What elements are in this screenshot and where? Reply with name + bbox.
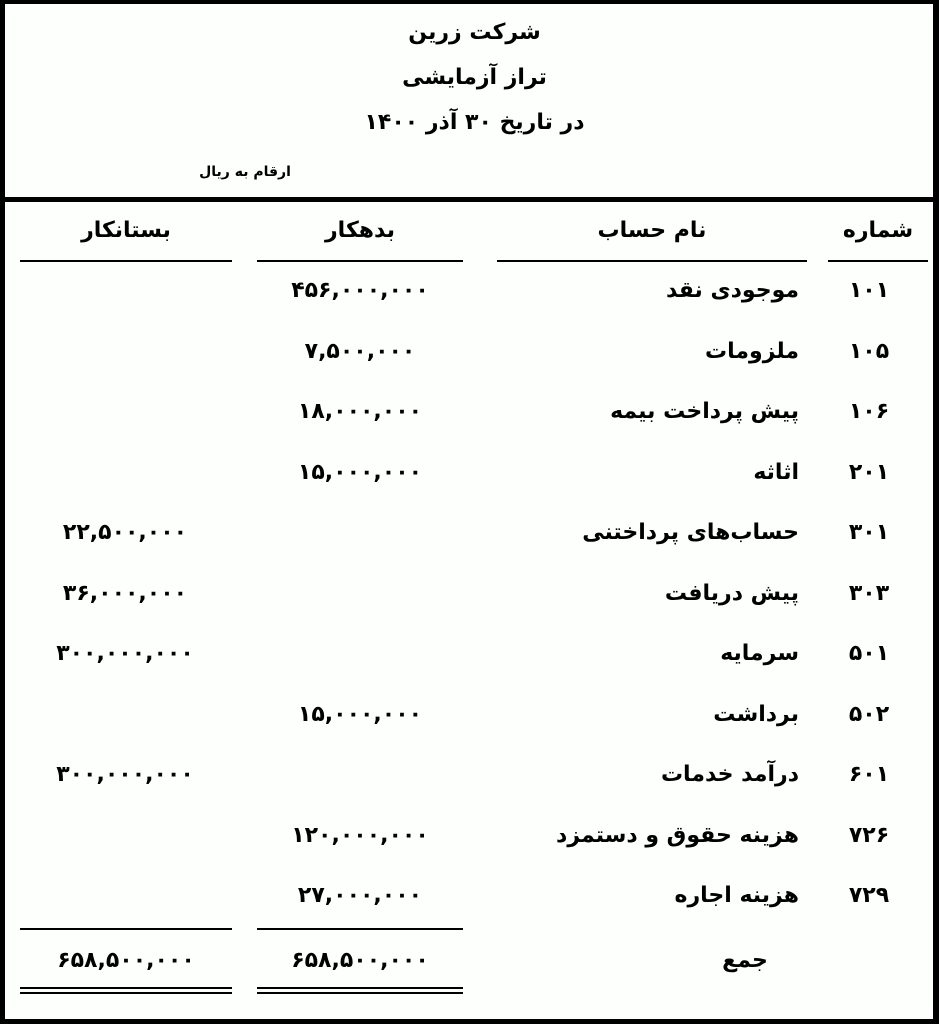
account-number: ۶۰۱ (848, 762, 890, 787)
credit-amount: ۲۲,۵۰۰,۰۰۰ (62, 520, 188, 545)
table-row (5, 762, 939, 802)
account-name: سرمایه (720, 641, 799, 666)
account-number: ۱۰۱ (848, 278, 890, 303)
debit-amount: ۱۲۰,۰۰۰,۰۰۰ (291, 822, 429, 848)
credit-amount: ۳۶,۰۰۰,۰۰۰ (62, 580, 188, 606)
debit-amount: ۱۵,۰۰۰,۰۰۰ (297, 701, 423, 727)
debit-double-rule-top (257, 987, 463, 989)
debit-amount: ۲۷,۰۰۰,۰۰۰ (297, 883, 423, 908)
account-number: ۳۰۱ (848, 520, 890, 545)
report-title: تراز آزمایشی (402, 65, 547, 90)
table-row (5, 399, 939, 439)
account-name: برداشت (713, 701, 799, 727)
table-row (5, 823, 939, 863)
debit-amount: ۴۵۶,۰۰۰,۰۰۰ (291, 278, 429, 303)
account-name: هزینه اجاره (674, 883, 799, 908)
column-rule-debit (257, 260, 463, 262)
column-rule-number (828, 260, 928, 262)
column-rule-credit (20, 260, 232, 262)
account-number: ۵۰۲ (848, 701, 890, 727)
account-name: هزینه حقوق و دستمزد (556, 822, 799, 848)
table-row (5, 278, 939, 318)
account-number: ۲۰۱ (848, 459, 890, 485)
credit-amount: ۳۰۰,۰۰۰,۰۰۰ (56, 641, 194, 666)
column-header-credit: بستانکار (81, 218, 171, 243)
currency-unit-note: ارقام به ریال (199, 164, 291, 180)
account-number: ۱۰۵ (848, 338, 890, 364)
account-number: ۷۲۹ (848, 883, 890, 908)
credit-amount: ۳۰۰,۰۰۰,۰۰۰ (56, 762, 194, 787)
company-name: شرکت زرین (408, 20, 541, 45)
account-number: ۳۰۳ (848, 580, 890, 606)
column-rule-account-name (497, 260, 807, 262)
table-row (5, 339, 939, 379)
table-row (5, 702, 939, 742)
account-name: اثاثه (753, 459, 799, 485)
account-number: ۷۲۶ (848, 822, 890, 848)
total-debit: ۶۵۸,۵۰۰,۰۰۰ (291, 948, 429, 973)
debit-double-rule-bottom (257, 992, 463, 994)
credit-subtotal-rule (20, 928, 232, 930)
report-date: در تاریخ ۳۰ آذر ۱۴۰۰ (364, 110, 585, 135)
account-name: پیش دریافت (664, 580, 799, 606)
account-name: درآمد خدمات (660, 762, 799, 787)
table-row (5, 520, 939, 560)
column-header-debit: بدهکار (325, 218, 395, 243)
account-number: ۵۰۱ (848, 641, 890, 666)
account-name: موجودی نقد (666, 278, 799, 303)
account-name: حساب‌های پرداختنی (582, 520, 799, 545)
account-name: ملزومات (705, 338, 799, 364)
table-row (5, 581, 939, 621)
header-divider (5, 197, 939, 202)
debit-amount: ۱۸,۰۰۰,۰۰۰ (297, 399, 423, 424)
debit-subtotal-rule (257, 928, 463, 930)
column-header-account-name: نام حساب (597, 218, 707, 243)
account-name: پیش پرداخت بیمه (610, 399, 799, 424)
table-row (5, 883, 939, 923)
debit-amount: ۱۵,۰۰۰,۰۰۰ (297, 459, 423, 485)
credit-double-rule-top (20, 987, 232, 989)
table-row (5, 641, 939, 681)
column-header-number: شماره (842, 218, 914, 243)
table-row (5, 460, 939, 500)
total-label: جمع (722, 948, 768, 973)
total-credit: ۶۵۸,۵۰۰,۰۰۰ (57, 948, 195, 973)
account-number: ۱۰۶ (848, 399, 890, 424)
debit-amount: ۷,۵۰۰,۰۰۰ (304, 338, 416, 364)
credit-double-rule-bottom (20, 992, 232, 994)
